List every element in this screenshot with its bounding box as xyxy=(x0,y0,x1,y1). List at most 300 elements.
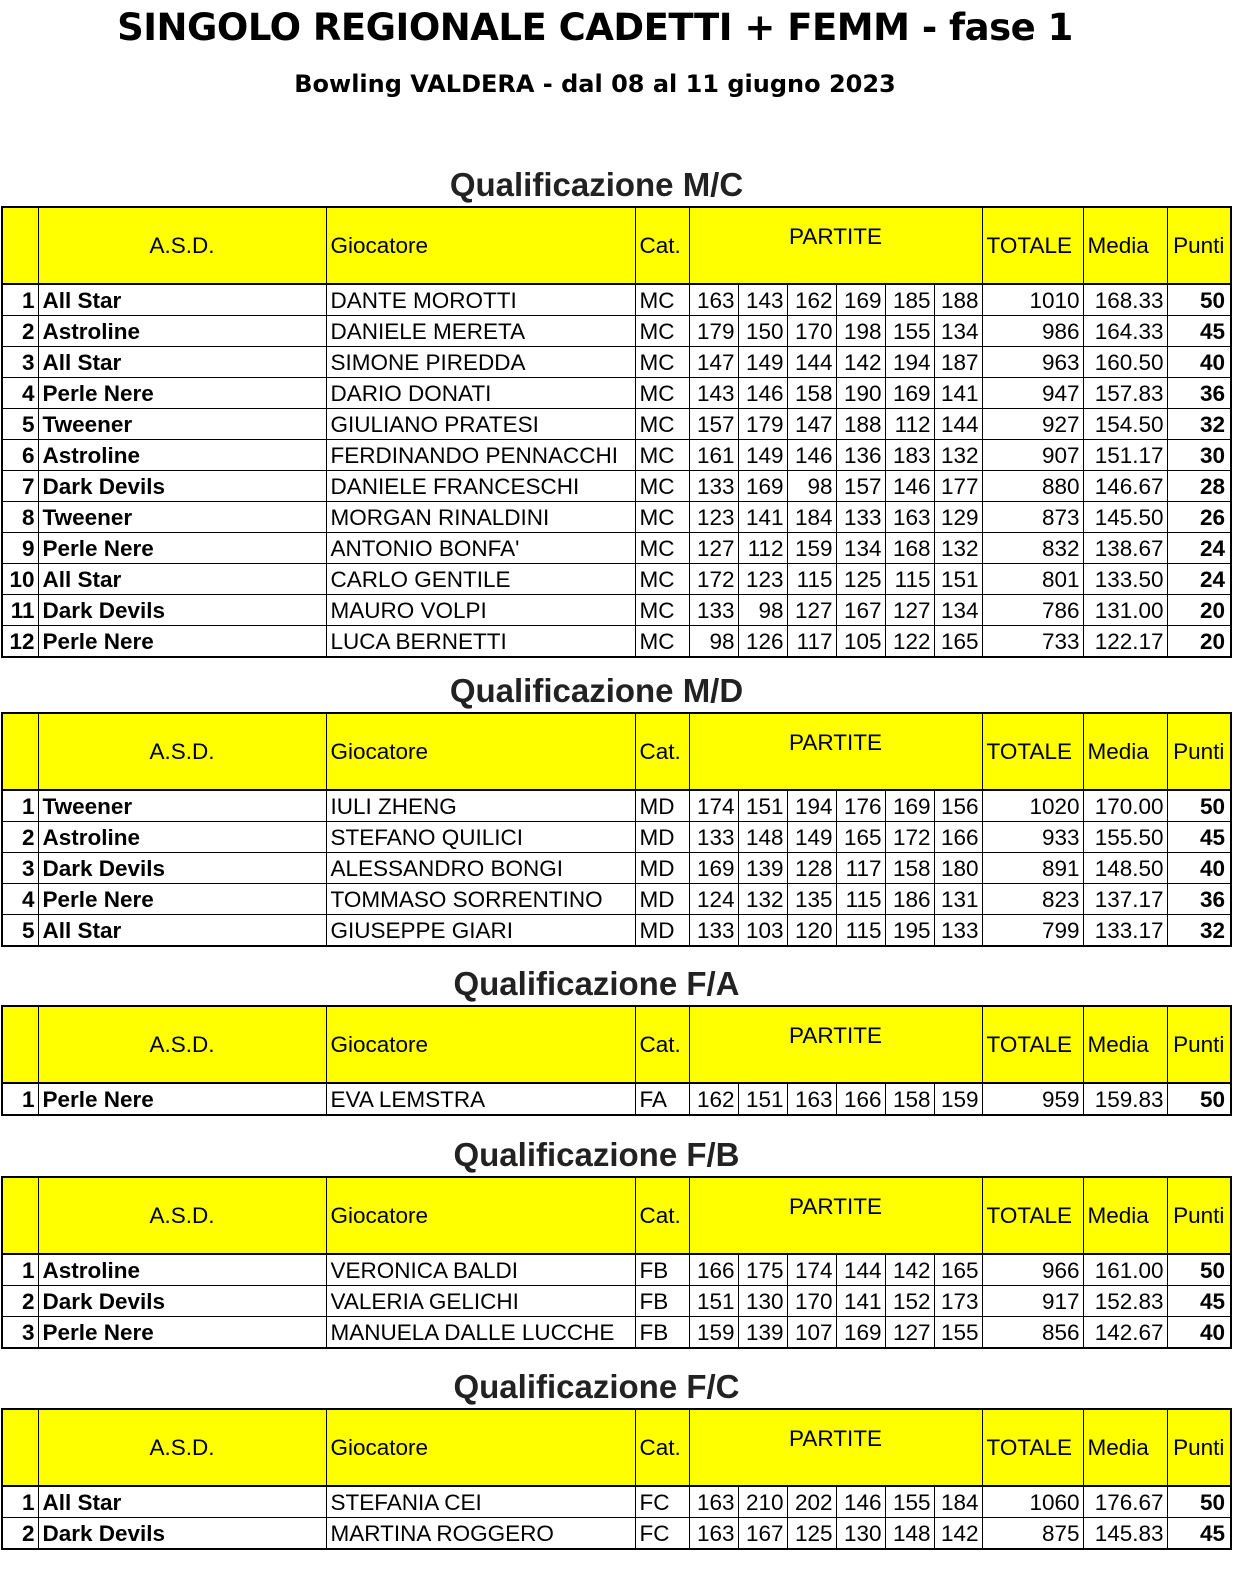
game-score-cell: 161 xyxy=(689,440,738,471)
game-score-cell: 141 xyxy=(934,378,982,409)
game-score-cell: 163 xyxy=(885,502,934,533)
total-cell: 933 xyxy=(982,822,1083,853)
average-cell: 122.17 xyxy=(1083,626,1167,658)
table-row xyxy=(2,915,1231,947)
club-cell: All Star xyxy=(38,284,326,316)
club-cell: Dark Devils xyxy=(38,595,326,626)
game-score-cell: 166 xyxy=(934,822,982,853)
game-score-cell: 169 xyxy=(738,471,787,502)
table-header-row xyxy=(2,713,1231,790)
game-score-cell: 169 xyxy=(885,378,934,409)
game-score-cell: 157 xyxy=(836,471,885,502)
table-header-row xyxy=(2,207,1231,284)
average-cell: 159.83 xyxy=(1083,1083,1167,1115)
game-score-cell: 136 xyxy=(836,440,885,471)
club-cell: Dark Devils xyxy=(38,471,326,502)
game-score-cell: 159 xyxy=(934,1083,982,1115)
header-category: Cat. xyxy=(635,207,689,284)
game-score-cell: 133 xyxy=(689,595,738,626)
club-cell: Tweener xyxy=(38,790,326,822)
table-row xyxy=(2,564,1231,595)
game-score-cell: 166 xyxy=(689,1254,738,1286)
game-score-cell: 143 xyxy=(738,284,787,316)
rank-cell: 4 xyxy=(2,378,38,409)
average-cell: 152.83 xyxy=(1083,1286,1167,1317)
game-score-cell: 142 xyxy=(885,1254,934,1286)
game-score-cell: 132 xyxy=(738,884,787,915)
points-cell: 40 xyxy=(1167,347,1231,378)
table-row xyxy=(2,316,1231,347)
game-score-cell: 198 xyxy=(836,316,885,347)
points-cell: 30 xyxy=(1167,440,1231,471)
club-cell: All Star xyxy=(38,915,326,947)
game-score-cell: 166 xyxy=(836,1083,885,1115)
total-cell: 1020 xyxy=(982,790,1083,822)
points-cell: 45 xyxy=(1167,316,1231,347)
game-score-cell: 163 xyxy=(787,1083,836,1115)
average-cell: 160.50 xyxy=(1083,347,1167,378)
category-cell: FC xyxy=(635,1486,689,1518)
rank-cell: 1 xyxy=(2,1254,38,1286)
average-cell: 151.17 xyxy=(1083,440,1167,471)
total-cell: 801 xyxy=(982,564,1083,595)
average-cell: 137.17 xyxy=(1083,884,1167,915)
table-row xyxy=(2,1317,1231,1349)
game-score-cell: 155 xyxy=(934,1317,982,1349)
game-score-cell: 169 xyxy=(836,284,885,316)
header-games: PARTITE xyxy=(689,1409,982,1486)
header-category: Cat. xyxy=(635,713,689,790)
table-row xyxy=(2,502,1231,533)
header-player: Giocatore xyxy=(326,207,635,284)
table-row xyxy=(2,595,1231,626)
game-score-cell: 133 xyxy=(689,915,738,947)
game-score-cell: 184 xyxy=(787,502,836,533)
total-cell: 875 xyxy=(982,1518,1083,1550)
game-score-cell: 124 xyxy=(689,884,738,915)
total-cell: 986 xyxy=(982,316,1083,347)
total-cell: 963 xyxy=(982,347,1083,378)
game-score-cell: 169 xyxy=(885,790,934,822)
total-cell: 880 xyxy=(982,471,1083,502)
club-cell: Astroline xyxy=(38,316,326,347)
game-score-cell: 152 xyxy=(885,1286,934,1317)
game-score-cell: 149 xyxy=(738,440,787,471)
game-score-cell: 132 xyxy=(934,440,982,471)
points-cell: 32 xyxy=(1167,409,1231,440)
game-score-cell: 174 xyxy=(689,790,738,822)
club-cell: Astroline xyxy=(38,822,326,853)
average-cell: 146.67 xyxy=(1083,471,1167,502)
rank-cell: 12 xyxy=(2,626,38,658)
header-asd: A.S.D. xyxy=(38,1006,326,1083)
category-cell: MC xyxy=(635,533,689,564)
game-score-cell: 139 xyxy=(738,1317,787,1349)
player-cell: SIMONE PIREDDA xyxy=(326,347,635,378)
header-rank xyxy=(2,1177,38,1254)
category-cell: MC xyxy=(635,626,689,658)
category-cell: MC xyxy=(635,471,689,502)
total-cell: 823 xyxy=(982,884,1083,915)
game-score-cell: 115 xyxy=(885,564,934,595)
game-score-cell: 141 xyxy=(738,502,787,533)
points-cell: 40 xyxy=(1167,853,1231,884)
player-cell: LUCA BERNETTI xyxy=(326,626,635,658)
game-score-cell: 115 xyxy=(836,915,885,947)
points-cell: 26 xyxy=(1167,502,1231,533)
table-row xyxy=(2,284,1231,316)
points-cell: 24 xyxy=(1167,533,1231,564)
page-subtitle: Bowling VALDERA - dal 08 al 11 giugno 2023 xyxy=(294,70,896,98)
total-cell: 927 xyxy=(982,409,1083,440)
table-header-row xyxy=(2,1177,1231,1254)
player-cell: TOMMASO SORRENTINO xyxy=(326,884,635,915)
header-points: Punti xyxy=(1167,1006,1231,1083)
club-cell: Perle Nere xyxy=(38,533,326,564)
player-cell: FERDINANDO PENNACCHI xyxy=(326,440,635,471)
player-cell: STEFANIA CEI xyxy=(326,1486,635,1518)
game-score-cell: 185 xyxy=(885,284,934,316)
average-cell: 164.33 xyxy=(1083,316,1167,347)
table-row xyxy=(2,1518,1231,1550)
game-score-cell: 188 xyxy=(934,284,982,316)
category-cell: MC xyxy=(635,564,689,595)
game-score-cell: 149 xyxy=(787,822,836,853)
header-player: Giocatore xyxy=(326,1006,635,1083)
club-cell: Tweener xyxy=(38,502,326,533)
game-score-cell: 165 xyxy=(934,626,982,658)
total-cell: 1010 xyxy=(982,284,1083,316)
points-cell: 45 xyxy=(1167,822,1231,853)
game-score-cell: 176 xyxy=(836,790,885,822)
game-score-cell: 127 xyxy=(885,595,934,626)
rank-cell: 4 xyxy=(2,884,38,915)
game-score-cell: 127 xyxy=(885,1317,934,1349)
game-score-cell: 115 xyxy=(836,884,885,915)
rank-cell: 3 xyxy=(2,1317,38,1349)
category-cell: MC xyxy=(635,502,689,533)
average-cell: 133.17 xyxy=(1083,915,1167,947)
header-total: TOTALE xyxy=(982,1177,1083,1254)
table-row xyxy=(2,1486,1231,1518)
results-table xyxy=(1,1005,1232,1116)
points-cell: 36 xyxy=(1167,378,1231,409)
points-cell: 50 xyxy=(1167,1486,1231,1518)
game-score-cell: 144 xyxy=(787,347,836,378)
header-points: Punti xyxy=(1167,207,1231,284)
header-total: TOTALE xyxy=(982,1409,1083,1486)
rank-cell: 2 xyxy=(2,1518,38,1550)
player-cell: DARIO DONATI xyxy=(326,378,635,409)
game-score-cell: 155 xyxy=(885,1486,934,1518)
game-score-cell: 151 xyxy=(934,564,982,595)
average-cell: 155.50 xyxy=(1083,822,1167,853)
average-cell: 170.00 xyxy=(1083,790,1167,822)
club-cell: Dark Devils xyxy=(38,1286,326,1317)
qualification-section xyxy=(0,670,1253,947)
game-score-cell: 165 xyxy=(934,1254,982,1286)
category-cell: MC xyxy=(635,284,689,316)
club-cell: Perle Nere xyxy=(38,1083,326,1115)
rank-cell: 2 xyxy=(2,1286,38,1317)
total-cell: 733 xyxy=(982,626,1083,658)
header-player: Giocatore xyxy=(326,713,635,790)
rank-cell: 3 xyxy=(2,853,38,884)
category-cell: MC xyxy=(635,595,689,626)
game-score-cell: 151 xyxy=(738,790,787,822)
game-score-cell: 123 xyxy=(738,564,787,595)
game-score-cell: 158 xyxy=(885,1083,934,1115)
game-score-cell: 120 xyxy=(787,915,836,947)
category-cell: FB xyxy=(635,1286,689,1317)
game-score-cell: 130 xyxy=(836,1518,885,1550)
header-average: Media xyxy=(1083,207,1167,284)
game-score-cell: 210 xyxy=(738,1486,787,1518)
player-cell: STEFANO QUILICI xyxy=(326,822,635,853)
points-cell: 36 xyxy=(1167,884,1231,915)
game-score-cell: 175 xyxy=(738,1254,787,1286)
points-cell: 50 xyxy=(1167,790,1231,822)
game-score-cell: 146 xyxy=(738,378,787,409)
rank-cell: 9 xyxy=(2,533,38,564)
points-cell: 40 xyxy=(1167,1317,1231,1349)
club-cell: All Star xyxy=(38,347,326,378)
game-score-cell: 174 xyxy=(787,1254,836,1286)
category-cell: MD xyxy=(635,822,689,853)
header-category: Cat. xyxy=(635,1177,689,1254)
header-rank xyxy=(2,1006,38,1083)
total-cell: 891 xyxy=(982,853,1083,884)
rank-cell: 10 xyxy=(2,564,38,595)
game-score-cell: 167 xyxy=(738,1518,787,1550)
average-cell: 176.67 xyxy=(1083,1486,1167,1518)
header-total: TOTALE xyxy=(982,207,1083,284)
total-cell: 799 xyxy=(982,915,1083,947)
header-games: PARTITE xyxy=(689,713,982,790)
table-row xyxy=(2,409,1231,440)
game-score-cell: 184 xyxy=(934,1486,982,1518)
table-row xyxy=(2,1286,1231,1317)
game-score-cell: 172 xyxy=(689,564,738,595)
header-asd: A.S.D. xyxy=(38,207,326,284)
game-score-cell: 117 xyxy=(787,626,836,658)
game-score-cell: 127 xyxy=(689,533,738,564)
header-average: Media xyxy=(1083,1409,1167,1486)
game-score-cell: 151 xyxy=(689,1286,738,1317)
game-score-cell: 131 xyxy=(934,884,982,915)
game-score-cell: 188 xyxy=(836,409,885,440)
game-score-cell: 112 xyxy=(738,533,787,564)
game-score-cell: 130 xyxy=(738,1286,787,1317)
game-score-cell: 112 xyxy=(885,409,934,440)
player-cell: MAURO VOLPI xyxy=(326,595,635,626)
points-cell: 45 xyxy=(1167,1518,1231,1550)
club-cell: All Star xyxy=(38,564,326,595)
game-score-cell: 163 xyxy=(689,284,738,316)
game-score-cell: 177 xyxy=(934,471,982,502)
rank-cell: 1 xyxy=(2,1486,38,1518)
game-score-cell: 148 xyxy=(738,822,787,853)
game-score-cell: 126 xyxy=(738,626,787,658)
header-asd: A.S.D. xyxy=(38,713,326,790)
game-score-cell: 132 xyxy=(934,533,982,564)
game-score-cell: 172 xyxy=(885,822,934,853)
points-cell: 50 xyxy=(1167,1254,1231,1286)
category-cell: MC xyxy=(635,440,689,471)
game-score-cell: 133 xyxy=(836,502,885,533)
game-score-cell: 157 xyxy=(689,409,738,440)
header-asd: A.S.D. xyxy=(38,1409,326,1486)
game-score-cell: 146 xyxy=(836,1486,885,1518)
game-score-cell: 179 xyxy=(689,316,738,347)
average-cell: 157.83 xyxy=(1083,378,1167,409)
game-score-cell: 122 xyxy=(885,626,934,658)
qualification-section xyxy=(0,963,1253,1116)
qualification-section xyxy=(0,1134,1253,1349)
points-cell: 32 xyxy=(1167,915,1231,947)
average-cell: 133.50 xyxy=(1083,564,1167,595)
page-title: SINGOLO REGIONALE CADETTI + FEMM - fase 1 xyxy=(117,6,1073,49)
club-cell: Dark Devils xyxy=(38,853,326,884)
category-cell: MD xyxy=(635,884,689,915)
game-score-cell: 194 xyxy=(787,790,836,822)
category-cell: MD xyxy=(635,915,689,947)
section-title: Qualificazione F/C xyxy=(453,1368,740,1405)
player-cell: GIUSEPPE GIARI xyxy=(326,915,635,947)
header-rank xyxy=(2,1409,38,1486)
player-cell: ANTONIO BONFA' xyxy=(326,533,635,564)
header-average: Media xyxy=(1083,713,1167,790)
category-cell: MD xyxy=(635,853,689,884)
club-cell: Astroline xyxy=(38,440,326,471)
game-score-cell: 187 xyxy=(934,347,982,378)
player-cell: DANIELE MERETA xyxy=(326,316,635,347)
header-games: PARTITE xyxy=(689,1006,982,1083)
game-score-cell: 159 xyxy=(787,533,836,564)
table-row xyxy=(2,822,1231,853)
category-cell: FB xyxy=(635,1317,689,1349)
average-cell: 161.00 xyxy=(1083,1254,1167,1286)
category-cell: MC xyxy=(635,409,689,440)
table-row xyxy=(2,626,1231,658)
rank-cell: 1 xyxy=(2,790,38,822)
game-score-cell: 190 xyxy=(836,378,885,409)
table-row xyxy=(2,853,1231,884)
game-score-cell: 129 xyxy=(934,502,982,533)
game-score-cell: 134 xyxy=(934,595,982,626)
game-score-cell: 134 xyxy=(836,533,885,564)
total-cell: 1060 xyxy=(982,1486,1083,1518)
game-score-cell: 163 xyxy=(689,1486,738,1518)
total-cell: 832 xyxy=(982,533,1083,564)
game-score-cell: 167 xyxy=(836,595,885,626)
club-cell: Perle Nere xyxy=(38,1317,326,1349)
game-score-cell: 170 xyxy=(787,316,836,347)
game-score-cell: 135 xyxy=(787,884,836,915)
category-cell: MC xyxy=(635,316,689,347)
rank-cell: 1 xyxy=(2,284,38,316)
table-header-row xyxy=(2,1409,1231,1486)
table-row xyxy=(2,884,1231,915)
player-cell: MARTINA ROGGERO xyxy=(326,1518,635,1550)
points-cell: 45 xyxy=(1167,1286,1231,1317)
points-cell: 50 xyxy=(1167,284,1231,316)
table-row xyxy=(2,533,1231,564)
game-score-cell: 133 xyxy=(934,915,982,947)
header-asd: A.S.D. xyxy=(38,1177,326,1254)
header-total: TOTALE xyxy=(982,1006,1083,1083)
rank-cell: 5 xyxy=(2,915,38,947)
game-score-cell: 170 xyxy=(787,1286,836,1317)
club-cell: Tweener xyxy=(38,409,326,440)
game-score-cell: 173 xyxy=(934,1286,982,1317)
results-table xyxy=(1,1408,1232,1550)
header-points: Punti xyxy=(1167,713,1231,790)
player-cell: VALERIA GELICHI xyxy=(326,1286,635,1317)
game-score-cell: 159 xyxy=(689,1317,738,1349)
game-score-cell: 147 xyxy=(787,409,836,440)
player-cell: MANUELA DALLE LUCCHE xyxy=(326,1317,635,1349)
category-cell: MC xyxy=(635,347,689,378)
header-average: Media xyxy=(1083,1006,1167,1083)
header-rank xyxy=(2,207,38,284)
header-rank xyxy=(2,713,38,790)
results-table xyxy=(1,712,1232,947)
header-total: TOTALE xyxy=(982,713,1083,790)
game-score-cell: 155 xyxy=(885,316,934,347)
game-score-cell: 127 xyxy=(787,595,836,626)
qualification-section xyxy=(0,1366,1253,1550)
total-cell: 917 xyxy=(982,1286,1083,1317)
game-score-cell: 180 xyxy=(934,853,982,884)
game-score-cell: 202 xyxy=(787,1486,836,1518)
player-cell: GIULIANO PRATESI xyxy=(326,409,635,440)
category-cell: MC xyxy=(635,378,689,409)
club-cell: All Star xyxy=(38,1486,326,1518)
header-category: Cat. xyxy=(635,1409,689,1486)
game-score-cell: 103 xyxy=(738,915,787,947)
game-score-cell: 151 xyxy=(738,1083,787,1115)
game-score-cell: 150 xyxy=(738,316,787,347)
table-row xyxy=(2,378,1231,409)
average-cell: 148.50 xyxy=(1083,853,1167,884)
club-cell: Perle Nere xyxy=(38,378,326,409)
game-score-cell: 115 xyxy=(787,564,836,595)
game-score-cell: 117 xyxy=(836,853,885,884)
game-score-cell: 165 xyxy=(836,822,885,853)
game-score-cell: 147 xyxy=(689,347,738,378)
game-score-cell: 162 xyxy=(787,284,836,316)
rank-cell: 2 xyxy=(2,822,38,853)
results-table xyxy=(1,206,1232,658)
total-cell: 907 xyxy=(982,440,1083,471)
table-row xyxy=(2,790,1231,822)
game-score-cell: 128 xyxy=(787,853,836,884)
table-row xyxy=(2,1083,1231,1115)
header-games: PARTITE xyxy=(689,207,982,284)
game-score-cell: 168 xyxy=(885,533,934,564)
rank-cell: 7 xyxy=(2,471,38,502)
game-score-cell: 158 xyxy=(885,853,934,884)
game-score-cell: 133 xyxy=(689,471,738,502)
game-score-cell: 169 xyxy=(689,853,738,884)
game-score-cell: 98 xyxy=(738,595,787,626)
game-score-cell: 195 xyxy=(885,915,934,947)
total-cell: 947 xyxy=(982,378,1083,409)
average-cell: 145.83 xyxy=(1083,1518,1167,1550)
table-row xyxy=(2,471,1231,502)
points-cell: 20 xyxy=(1167,626,1231,658)
